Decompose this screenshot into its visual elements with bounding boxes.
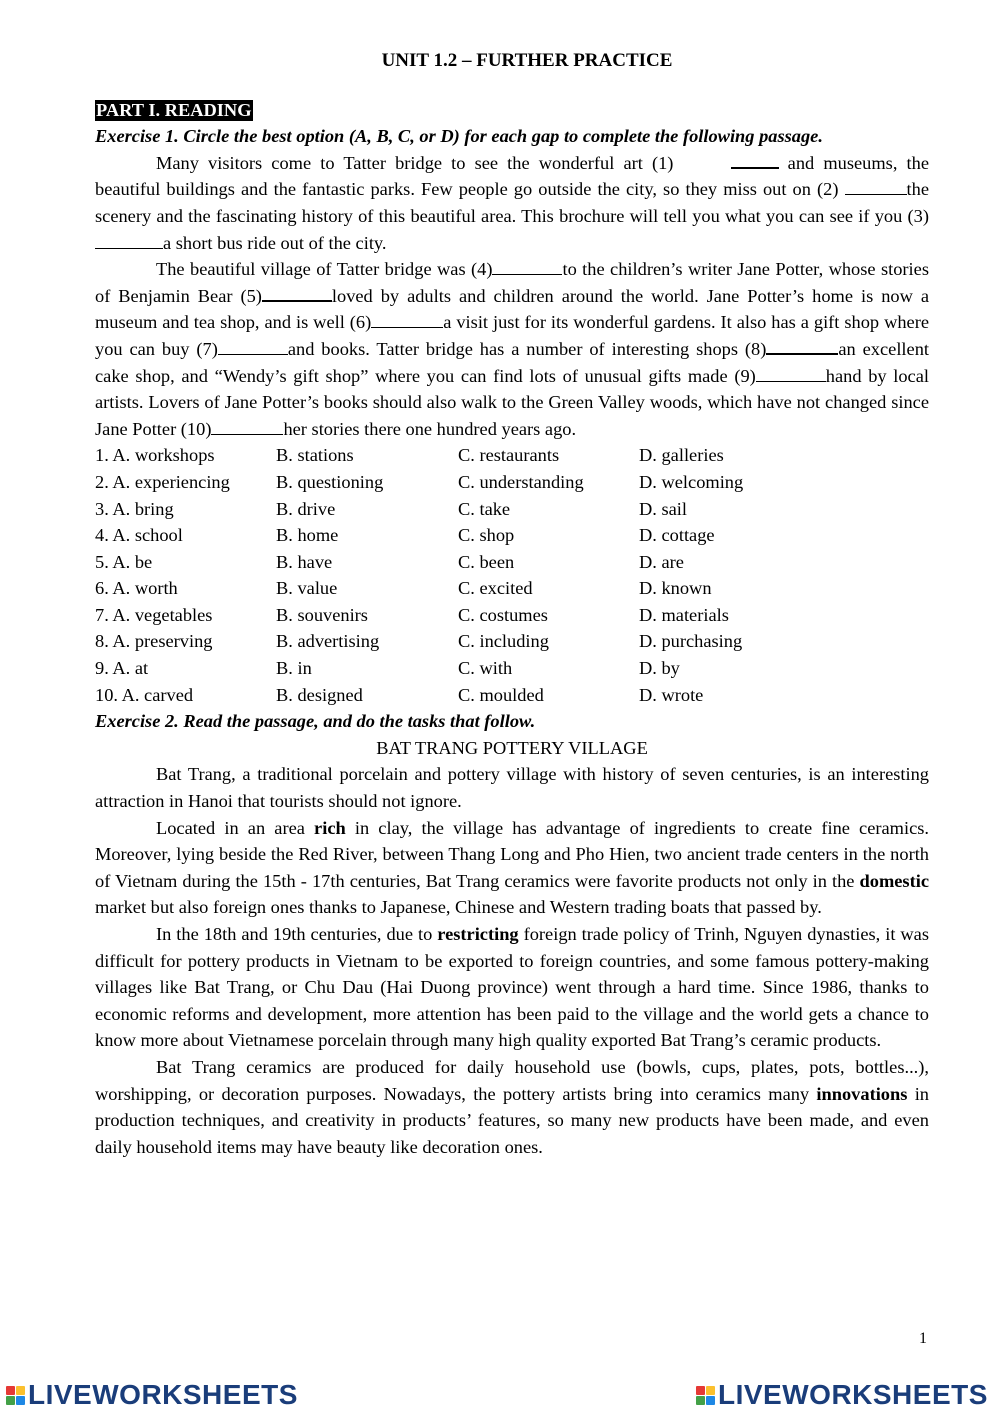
- option[interactable]: 3. A. bring: [95, 498, 174, 519]
- option[interactable]: 1. A. workshops: [95, 445, 215, 466]
- exercise-1-paragraph-2: The beautiful village of Tatter bridge was (4) to the children’s writer Jane Potter, whose stories of Benjamin Bear (5) loved by adults and children around the world. Jane Potter’s home is now a museum and tea shop, and is well (6) a visit just for its wonderful gardens. It also has a gift shop where you can buy (7) and books. Tatter bridge has a number of interesting shops (8) an excellent cake shop, and “Wendy’s gift shop” where you can find lots of unusual gifts made (9) hand by local artists. Lovers of Jane Potter’s books should also walk to the Green Valley woods, which have not changed since Jane Potter (10) her stories there one hundred years ago.: [95, 259, 930, 439]
- option[interactable]: B. souvenirs: [276, 604, 368, 625]
- option[interactable]: B. questioning: [276, 471, 384, 492]
- keyword: rich: [314, 817, 346, 838]
- gap-8[interactable]: [766, 336, 838, 355]
- gap-4[interactable]: [492, 257, 562, 275]
- option[interactable]: 4. A. school: [95, 525, 183, 546]
- option[interactable]: 7. A. vegetables: [95, 604, 213, 625]
- gap-2[interactable]: [845, 177, 907, 195]
- exercise-1-instruction: Exercise 1. Circle the best option (A, B, C, or D) for each gap to complete the following passage.: [95, 126, 823, 147]
- option[interactable]: D. purchasing: [639, 631, 743, 652]
- passage-title: BAT TRANG POTTERY VILLAGE: [376, 737, 648, 758]
- passage-paragraph-2: Located in an area rich in clay, the village has advantage of ingredients to create fine ceramics. Moreover, lying beside the Red River, between Thang Long and Pho Hien, two ancient trade centers in the north of Vietnam during the 15th - 17th centuries, Bat Trang ceramics were favorite products not only in the domestic market but also foreign ones thanks to Japanese, Chinese and Western trading boats that passed by.: [95, 817, 930, 918]
- brand-name: LIVEWORKSHEETS: [28, 1379, 298, 1410]
- option[interactable]: C. take: [458, 498, 511, 519]
- option[interactable]: C. costumes: [458, 604, 548, 625]
- page-title: UNIT 1.2 – FURTHER PRACTICE: [381, 50, 673, 71]
- option[interactable]: D. known: [639, 578, 712, 599]
- option[interactable]: 10. A. carved: [95, 684, 194, 705]
- option[interactable]: B. have: [276, 551, 333, 572]
- gap-1-underline: [731, 150, 779, 169]
- worksheet-page: [95, 46, 929, 1160]
- gap-3[interactable]: [95, 231, 163, 249]
- exercise-1-paragraph-1: Many visitors come to Tatter bridge to see the wonderful art (1) and museums, the beautiful buildings and the fantastic parks. Few people go outside the city, so they miss out on (2) the scenery and the fascinating history of this beautiful area. This brochure will tell you what you can see if you (3)a short bus ride out of the city.: [95, 150, 929, 256]
- option[interactable]: 8. A. preserving: [95, 631, 213, 652]
- gap-5[interactable]: [262, 283, 332, 302]
- option[interactable]: D. sail: [639, 498, 688, 519]
- keyword: domestic: [859, 870, 929, 891]
- answer-options: [95, 442, 929, 708]
- option[interactable]: C. understanding: [458, 471, 584, 492]
- option[interactable]: D. wrote: [639, 684, 704, 705]
- option[interactable]: C. restaurants: [458, 445, 560, 466]
- passage-paragraph-1: Bat Trang, a traditional porcelain and pottery village with history of seven centuries, is an interesting attraction in Hanoi that tourists should not ignore.: [95, 764, 929, 812]
- liveworksheets-logo-icon: [696, 1386, 715, 1405]
- option[interactable]: B. advertising: [276, 631, 380, 652]
- option[interactable]: B. designed: [276, 684, 363, 705]
- part-label: PART I. READING: [96, 99, 252, 120]
- page-number: 1: [919, 1330, 927, 1347]
- option[interactable]: D. galleries: [639, 445, 724, 466]
- keyword: innovations: [816, 1083, 908, 1104]
- gap-10[interactable]: [211, 417, 283, 435]
- part-heading: [95, 97, 929, 124]
- option[interactable]: B. in: [276, 658, 312, 679]
- option[interactable]: C. with: [458, 658, 513, 679]
- brand-name: LIVEWORKSHEETS: [718, 1379, 988, 1410]
- option[interactable]: C. been: [458, 551, 515, 572]
- option[interactable]: D. cottage: [639, 525, 715, 546]
- keyword: restricting: [437, 924, 519, 944]
- option[interactable]: 9. A. at: [95, 658, 149, 679]
- option[interactable]: B. value: [276, 578, 338, 599]
- gap-9[interactable]: [756, 364, 826, 382]
- option[interactable]: D. welcoming: [639, 471, 744, 492]
- option[interactable]: 2. A. experiencing: [95, 471, 230, 492]
- option[interactable]: B. drive: [276, 498, 336, 519]
- liveworksheets-logo-icon: [6, 1386, 25, 1405]
- liveworksheets-logo[interactable]: [6, 1378, 298, 1412]
- gap-7[interactable]: [218, 337, 288, 355]
- option[interactable]: D. are: [639, 551, 684, 572]
- option[interactable]: D. materials: [639, 604, 729, 625]
- gap-1[interactable]: [683, 152, 731, 169]
- exercise-2-instruction: Exercise 2. Read the passage, and do the tasks that follow.: [95, 711, 536, 732]
- option[interactable]: B. home: [276, 525, 339, 546]
- option[interactable]: 5. A. be: [95, 551, 153, 572]
- option[interactable]: C. moulded: [458, 684, 544, 705]
- gap-6[interactable]: [371, 310, 443, 328]
- liveworksheets-logo[interactable]: [696, 1378, 988, 1412]
- option[interactable]: C. including: [458, 631, 549, 652]
- option[interactable]: D. by: [639, 658, 680, 679]
- passage-paragraph-4: Bat Trang ceramics are produced for daily household use (bowls, cups, plates, pots, bottles...), worshipping, or decoration purposes. Nowadays, the pottery artists bring into ceramics many innovations in production techniques, and creativity in products’ features, so many new products have been made, and even daily household items may have beauty like decoration ones.: [95, 1056, 929, 1157]
- option[interactable]: 6. A. worth: [95, 578, 178, 599]
- option[interactable]: C. excited: [458, 578, 533, 599]
- passage-paragraph-3: In the 18th and 19th centuries, due to restricting foreign trade policy of Trinh, Nguyen dynasties, it was difficult for pottery products in Vietnam to be exported to foreign countries, and some famous pottery-making villages like Bat Trang, or Chu Dau (Hai Duong province) went through a hard time. Since 1986, thanks to economic reforms and development, more attention has been paid to the village and the world gets a chance to know more about Vietnamese porcelain through many high quality exported Bat Trang’s ceramic products.: [95, 924, 929, 1051]
- option[interactable]: B. stations: [276, 445, 354, 466]
- option[interactable]: C. shop: [458, 525, 515, 546]
